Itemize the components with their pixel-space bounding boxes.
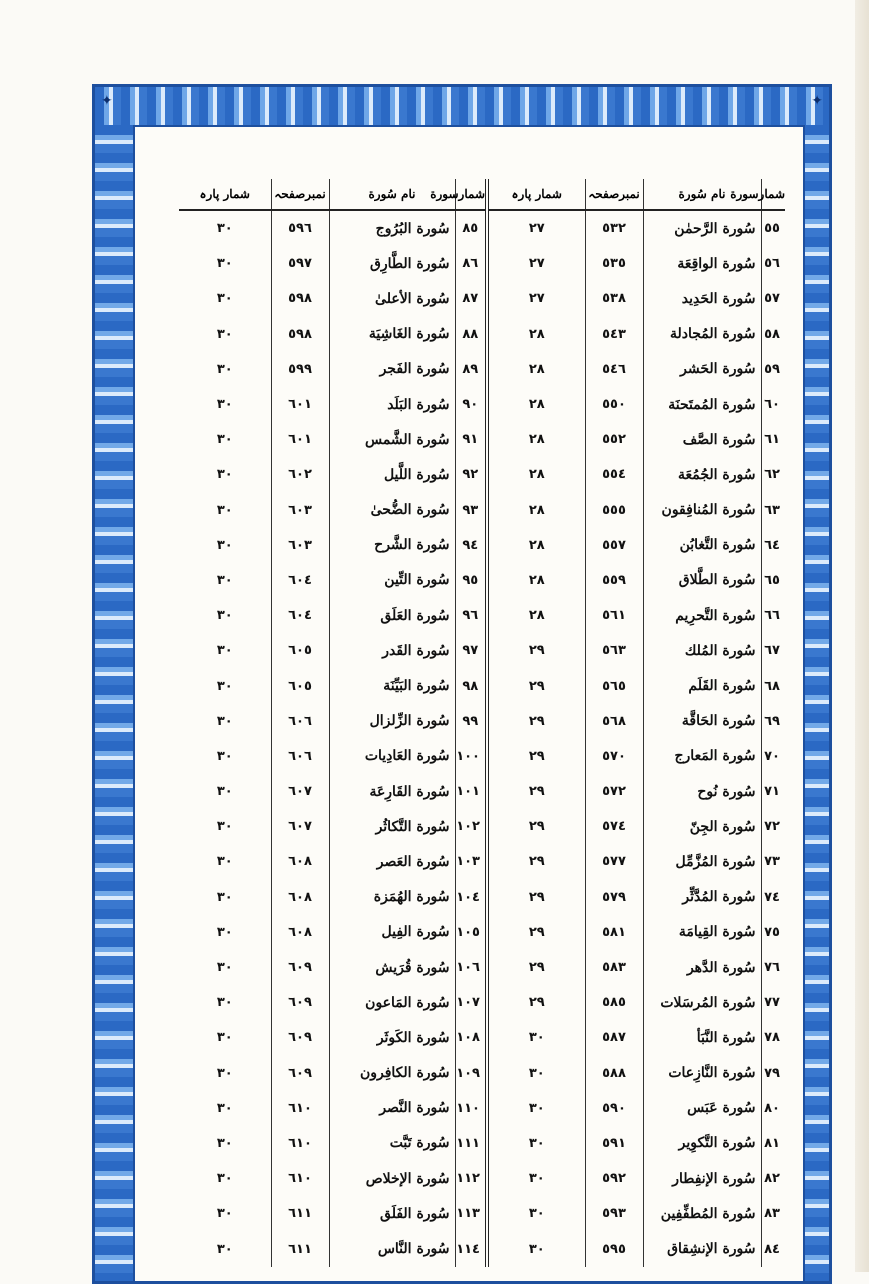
index-page [133,125,805,1281]
para-number: ٢٩ [487,844,585,879]
table-row [179,317,785,352]
para-number: ٣٠ [216,1030,233,1046]
para-number: ٢٨ [487,422,585,457]
page-number: ٦١٠ [271,1126,329,1161]
surah-number: ٧٠ [761,739,785,774]
page-number: ٥٣٢ [585,210,643,246]
page-number: ٥٥٩ [585,563,643,598]
surah-number: ٩٨ [455,668,487,703]
para-number: ٣٠ [216,995,233,1011]
table-row [179,1056,785,1091]
header-page-number: نمبرصفحہ [271,179,329,210]
surah-name: سُورة الفَجر [329,352,455,387]
surah-number: ٦٠ [761,387,785,422]
page-number: ٥٥٤ [585,457,643,492]
page-number: ٥٩٣ [585,1196,643,1231]
page-number: ٥٩٠ [585,1091,643,1126]
table-row [179,1091,785,1126]
header-surah-number: شمارسورة [455,179,487,210]
para-number: ٣٠ [216,784,233,800]
surah-name: سُورة الطَّلاق [643,563,761,598]
table-row [179,774,785,809]
para-number: ٣٠ [216,889,233,905]
para-number: ٢٨ [487,387,585,422]
page-number: ٥٩٢ [585,1161,643,1196]
para-number: ٣٠ [216,467,233,483]
para-number: ٢٧ [487,210,585,246]
surah-number: ٨٨ [455,317,487,352]
para-number: ٣٠ [216,748,233,764]
para-number: ٣٠ [216,678,233,694]
surah-name: سُورة نُوح [643,774,761,809]
surah-name: سُورة الشَّمس [329,422,455,457]
page-number: ٦٠٨ [271,880,329,915]
surah-number: ٦٧ [761,633,785,668]
surah-name: سُورة التَّغابُن [643,528,761,563]
surah-name: سُورة البَيِّنَة [329,668,455,703]
surah-number: ١٠٣ [455,844,487,879]
surah-name: سُورة الشَّرح [329,528,455,563]
table-row [179,633,785,668]
surah-number: ١٠٠ [455,739,487,774]
surah-number: ٨٣ [761,1196,785,1231]
surah-number: ٩٤ [455,528,487,563]
para-number: ٣٠ [216,608,233,624]
table-row [179,246,785,281]
table-row [179,704,785,739]
surah-number: ٧٥ [761,915,785,950]
page-number: ٥٨١ [585,915,643,950]
page-number: ٦٠٩ [271,985,329,1020]
page-number: ٥٧٩ [585,880,643,915]
surah-name: سُورة الضُّحىٰ [329,493,455,528]
surah-name: سُورة الحَدِيد [643,281,761,316]
page-number: ٥٩٥ [585,1231,643,1266]
para-number: ٣٠ [216,221,233,237]
surah-number: ٧٩ [761,1056,785,1091]
surah-number: ٦٤ [761,528,785,563]
surah-name: سُورة القَلَم [643,668,761,703]
surah-number: ٨٠ [761,1091,785,1126]
page-number: ٦٠٦ [271,739,329,774]
header-row [179,179,785,210]
para-number: ٣٠ [216,502,233,518]
para-number: ٢٨ [487,598,585,633]
page-number: ٦٠٨ [271,844,329,879]
surah-name: سُورة الإخلاص [329,1161,455,1196]
para-number: ٣٠ [216,361,233,377]
para-number: ٣٠ [487,1056,585,1091]
surah-number: ٦٩ [761,704,785,739]
page-number: ٥٨٨ [585,1056,643,1091]
surah-name: سُورة الدَّهر [643,950,761,985]
surah-name: سُورة الهُمَزة [329,880,455,915]
para-number: ٢٩ [487,704,585,739]
surah-number: ٨٦ [455,246,487,281]
surah-name: سُورة الغَاشِيَة [329,317,455,352]
table-row [179,668,785,703]
para-number: ٣٠ [216,854,233,870]
para-number: ٢٩ [487,950,585,985]
surah-number: ٩٠ [455,387,487,422]
table-row [179,598,785,633]
surah-name: سُورة المُرسَلات [643,985,761,1020]
para-number: ٣٠ [216,291,233,307]
surah-name: سُورة الزِّلزال [329,704,455,739]
header-para-number: شمار پارہ [179,179,271,210]
table-row [179,880,785,915]
page-number: ٦٠٦ [271,704,329,739]
page-number: ٥٩٨ [271,317,329,352]
surah-number: ٦٥ [761,563,785,598]
para-number: ٢٩ [487,915,585,950]
surah-number: ٦٨ [761,668,785,703]
surah-number: ٦٦ [761,598,785,633]
surah-name: سُورة الإنفِطار [643,1161,761,1196]
surah-number: ٨١ [761,1126,785,1161]
surah-number: ٧٨ [761,1020,785,1055]
surah-number: ١٠٩ [455,1056,487,1091]
page-number: ٥٧٤ [585,809,643,844]
para-number: ٢٨ [487,352,585,387]
para-number: ٢٩ [487,739,585,774]
para-number: ٣٠ [487,1020,585,1055]
surah-name: سُورة المُجادلة [643,317,761,352]
corner-ornament-icon: ✦ [811,93,823,109]
surah-name: سُورة التَّحرِيم [643,598,761,633]
page-number: ٦١١ [271,1231,329,1266]
surah-number: ١٠٤ [455,880,487,915]
table-row [179,281,785,316]
page-number: ٥٨٣ [585,950,643,985]
page-number: ٥٦١ [585,598,643,633]
surah-name: سُورة القِيامَة [643,915,761,950]
page-number: ٦٠٤ [271,563,329,598]
table-row [179,985,785,1020]
paper-edge [855,0,869,1272]
surah-number: ٥٧ [761,281,785,316]
surah-name: سُورة الجِنّ [643,809,761,844]
surah-name: سُورة عَبَس [643,1091,761,1126]
table-row [179,1231,785,1266]
surah-number: ٦٣ [761,493,785,528]
surah-number: ١٠٢ [455,809,487,844]
corner-ornament-icon: ✦ [101,93,113,109]
page-number: ٥٥٢ [585,422,643,457]
surah-number: ٩١ [455,422,487,457]
surah-number: ٥٨ [761,317,785,352]
surah-name: سُورة القَارِعَة [329,774,455,809]
para-number: ٣٠ [216,432,233,448]
page-number: ٥٤٣ [585,317,643,352]
page-number: ٦٠٥ [271,633,329,668]
surah-name: سُورة التَّكاثُر [329,809,455,844]
page-number: ٦١٠ [271,1091,329,1126]
page-number: ٥٥٧ [585,528,643,563]
para-number: ٣٠ [487,1161,585,1196]
surah-index-table [179,179,785,1267]
surah-name: سُورة المُنافِقون [643,493,761,528]
surah-number: ٨٥ [455,210,487,246]
table-row [179,387,785,422]
page-number: ٦٠٣ [271,528,329,563]
para-number: ٣٠ [216,572,233,588]
surah-name: سُورة الواقِعَة [643,246,761,281]
surah-number: ٩٣ [455,493,487,528]
page-number: ٥٨٧ [585,1020,643,1055]
para-number: ٣٠ [216,256,233,272]
para-number: ٣٠ [216,397,233,413]
para-number: ٣٠ [216,819,233,835]
header-page-number: نمبرصفحہ [585,179,643,210]
surah-name: سُورة الصَّف [643,422,761,457]
page-number: ٥٩١ [585,1126,643,1161]
surah-name: سُورة المُمتَحنَة [643,387,761,422]
decorative-border [92,84,832,1284]
surah-number: ٨٤ [761,1231,785,1266]
para-number: ٢٨ [487,493,585,528]
page-number: ٦٠٨ [271,915,329,950]
table-row [179,844,785,879]
page-number: ٦٠٥ [271,668,329,703]
table-row [179,915,785,950]
para-number: ٣٠ [216,924,233,940]
para-number: ٣٠ [216,326,233,342]
surah-name: سُورة العَلَق [329,598,455,633]
page-number: ٦٠٣ [271,493,329,528]
para-number: ٢٧ [487,281,585,316]
page-number: ٦٠٧ [271,809,329,844]
surah-number: ١٠١ [455,774,487,809]
page-number: ٥٦٣ [585,633,643,668]
surah-name: سُورة البُرُوج [329,210,455,246]
surah-number: ٦٢ [761,457,785,492]
page-number: ٦٠١ [271,422,329,457]
para-number: ٣٠ [216,643,233,659]
surah-number: ٧٢ [761,809,785,844]
page-number: ٥٩٧ [271,246,329,281]
surah-number: ٩٢ [455,457,487,492]
para-number: ٣٠ [216,537,233,553]
border-right-pattern [805,125,829,1281]
surah-name: سُورة قُرَيش [329,950,455,985]
surah-number: ٩٦ [455,598,487,633]
surah-name: سُورة اللَّيل [329,457,455,492]
surah-name: سُورة الجُمُعَة [643,457,761,492]
surah-number: ٨٢ [761,1161,785,1196]
table-row [179,563,785,598]
para-number: ٣٠ [487,1196,585,1231]
para-number: ٣٠ [216,1065,233,1081]
para-number: ٣٠ [216,1135,233,1151]
table-row [179,1020,785,1055]
para-number: ٢٩ [487,668,585,703]
surah-number: ٧٣ [761,844,785,879]
table-row [179,1196,785,1231]
page-number: ٥٧٢ [585,774,643,809]
para-number: ٣٠ [216,1241,233,1257]
para-number: ٣٠ [487,1231,585,1266]
page-number: ٦٠٩ [271,1056,329,1091]
para-number: ٢٧ [487,246,585,281]
table-row [179,739,785,774]
header-surah-name: نام سُورة [329,179,455,210]
page-number: ٥٦٨ [585,704,643,739]
surah-name: سُورة البَلَد [329,387,455,422]
surah-name: سُورة العَصر [329,844,455,879]
table-row [179,1161,785,1196]
page-number: ٥٨٥ [585,985,643,1020]
border-left-pattern [95,125,133,1281]
header-surah-name: نام سُورة [643,179,761,210]
surah-number: ٩٩ [455,704,487,739]
surah-number: ٥٩ [761,352,785,387]
surah-number: ١٠٥ [455,915,487,950]
surah-name: سُورة الفَلَق [329,1196,455,1231]
table-row [179,950,785,985]
para-number: ٣٠ [216,1206,233,1222]
table-row [179,210,785,246]
page-number: ٥٥٠ [585,387,643,422]
surah-name: سُورة الكَوثَر [329,1020,455,1055]
surah-name: سُورة العَادِيات [329,739,455,774]
surah-name: سُورة الفِيل [329,915,455,950]
page-number: ٥٣٥ [585,246,643,281]
surah-number: ٨٧ [455,281,487,316]
surah-name: سُورة النَّاس [329,1231,455,1266]
surah-number: ١١٠ [455,1091,487,1126]
para-number: ٢٩ [487,633,585,668]
surah-name: سُورة الحَاقَّة [643,704,761,739]
page-number: ٦٠٧ [271,774,329,809]
surah-name: سُورة النَّبَأ [643,1020,761,1055]
table-row [179,1126,785,1161]
para-number: ٢٨ [487,317,585,352]
para-number: ٢٩ [487,774,585,809]
surah-number: ٥٦ [761,246,785,281]
page-number: ٦١١ [271,1196,329,1231]
surah-number: ١٠٦ [455,950,487,985]
para-number: ٣٠ [216,1100,233,1116]
page-number: ٥٥٥ [585,493,643,528]
header-surah-number: شمارسورة [761,179,785,210]
page-number: ٦٠٩ [271,950,329,985]
page-number: ٦٠٤ [271,598,329,633]
surah-number: ٨٩ [455,352,487,387]
para-number: ٣٠ [216,713,233,729]
surah-number: ١٠٧ [455,985,487,1020]
surah-name: سُورة النَّازِعات [643,1056,761,1091]
surah-name: سُورة المُزَّمِّل [643,844,761,879]
surah-name: سُورة القَدر [329,633,455,668]
page-number: ٥٤٦ [585,352,643,387]
surah-name: سُورة المَاعون [329,985,455,1020]
surah-name: سُورة الأعلىٰ [329,281,455,316]
surah-number: ١١٢ [455,1161,487,1196]
table-row [179,809,785,844]
para-number: ٢٩ [487,880,585,915]
para-number: ٢٨ [487,457,585,492]
table-row [179,493,785,528]
para-number: ٢٩ [487,809,585,844]
page-number: ٥٩٩ [271,352,329,387]
page-number: ٥٣٨ [585,281,643,316]
surah-number: ١٠٨ [455,1020,487,1055]
page-number: ٦٠١ [271,387,329,422]
surah-name: سُورة تَبَّت [329,1126,455,1161]
page-number: ٦٠٩ [271,1020,329,1055]
surah-name: سُورة الحَشر [643,352,761,387]
surah-number: ٩٥ [455,563,487,598]
page-number: ٦٠٢ [271,457,329,492]
table-row [179,528,785,563]
surah-number: ١١١ [455,1126,487,1161]
para-number: ٣٠ [487,1126,585,1161]
page-number: ٥٧٠ [585,739,643,774]
table-row [179,422,785,457]
surah-name: سُورة الطَّارِق [329,246,455,281]
page-number: ٦١٠ [271,1161,329,1196]
page-number: ٥٧٧ [585,844,643,879]
surah-name: سُورة المَعارج [643,739,761,774]
surah-number: ٧١ [761,774,785,809]
page-number: ٥٩٦ [271,210,329,246]
surah-name: سُورة الرَّحمٰن [643,210,761,246]
page-number: ٥٦٥ [585,668,643,703]
para-number: ٢٩ [487,985,585,1020]
surah-name: سُورة الإنشِقاق [643,1231,761,1266]
para-number: ٢٨ [487,528,585,563]
surah-name: سُورة المُلك [643,633,761,668]
surah-number: ٧٦ [761,950,785,985]
surah-name: سُورة المُدَّثِّر [643,880,761,915]
surah-number: ١١٣ [455,1196,487,1231]
surah-name: سُورة التَّكوِير [643,1126,761,1161]
surah-number: ٩٧ [455,633,487,668]
surah-name: سُورة المُطفِّفِين [643,1196,761,1231]
table-row [179,352,785,387]
surah-name: سُورة الكافِرون [329,1056,455,1091]
page-number: ٥٩٨ [271,281,329,316]
header-para-number: شمار پارہ [487,179,585,210]
surah-number: ٦١ [761,422,785,457]
para-number: ٣٠ [216,1171,233,1187]
para-number: ٣٠ [216,960,233,976]
para-number: ٣٠ [487,1091,585,1126]
surah-number: ٧٧ [761,985,785,1020]
surah-number: ٧٤ [761,880,785,915]
surah-name: سُورة النَّصر [329,1091,455,1126]
surah-name: سُورة التِّين [329,563,455,598]
para-number: ٢٨ [487,563,585,598]
surah-number: ١١٤ [455,1231,487,1266]
table-row [179,457,785,492]
surah-number: ٥٥ [761,210,785,246]
